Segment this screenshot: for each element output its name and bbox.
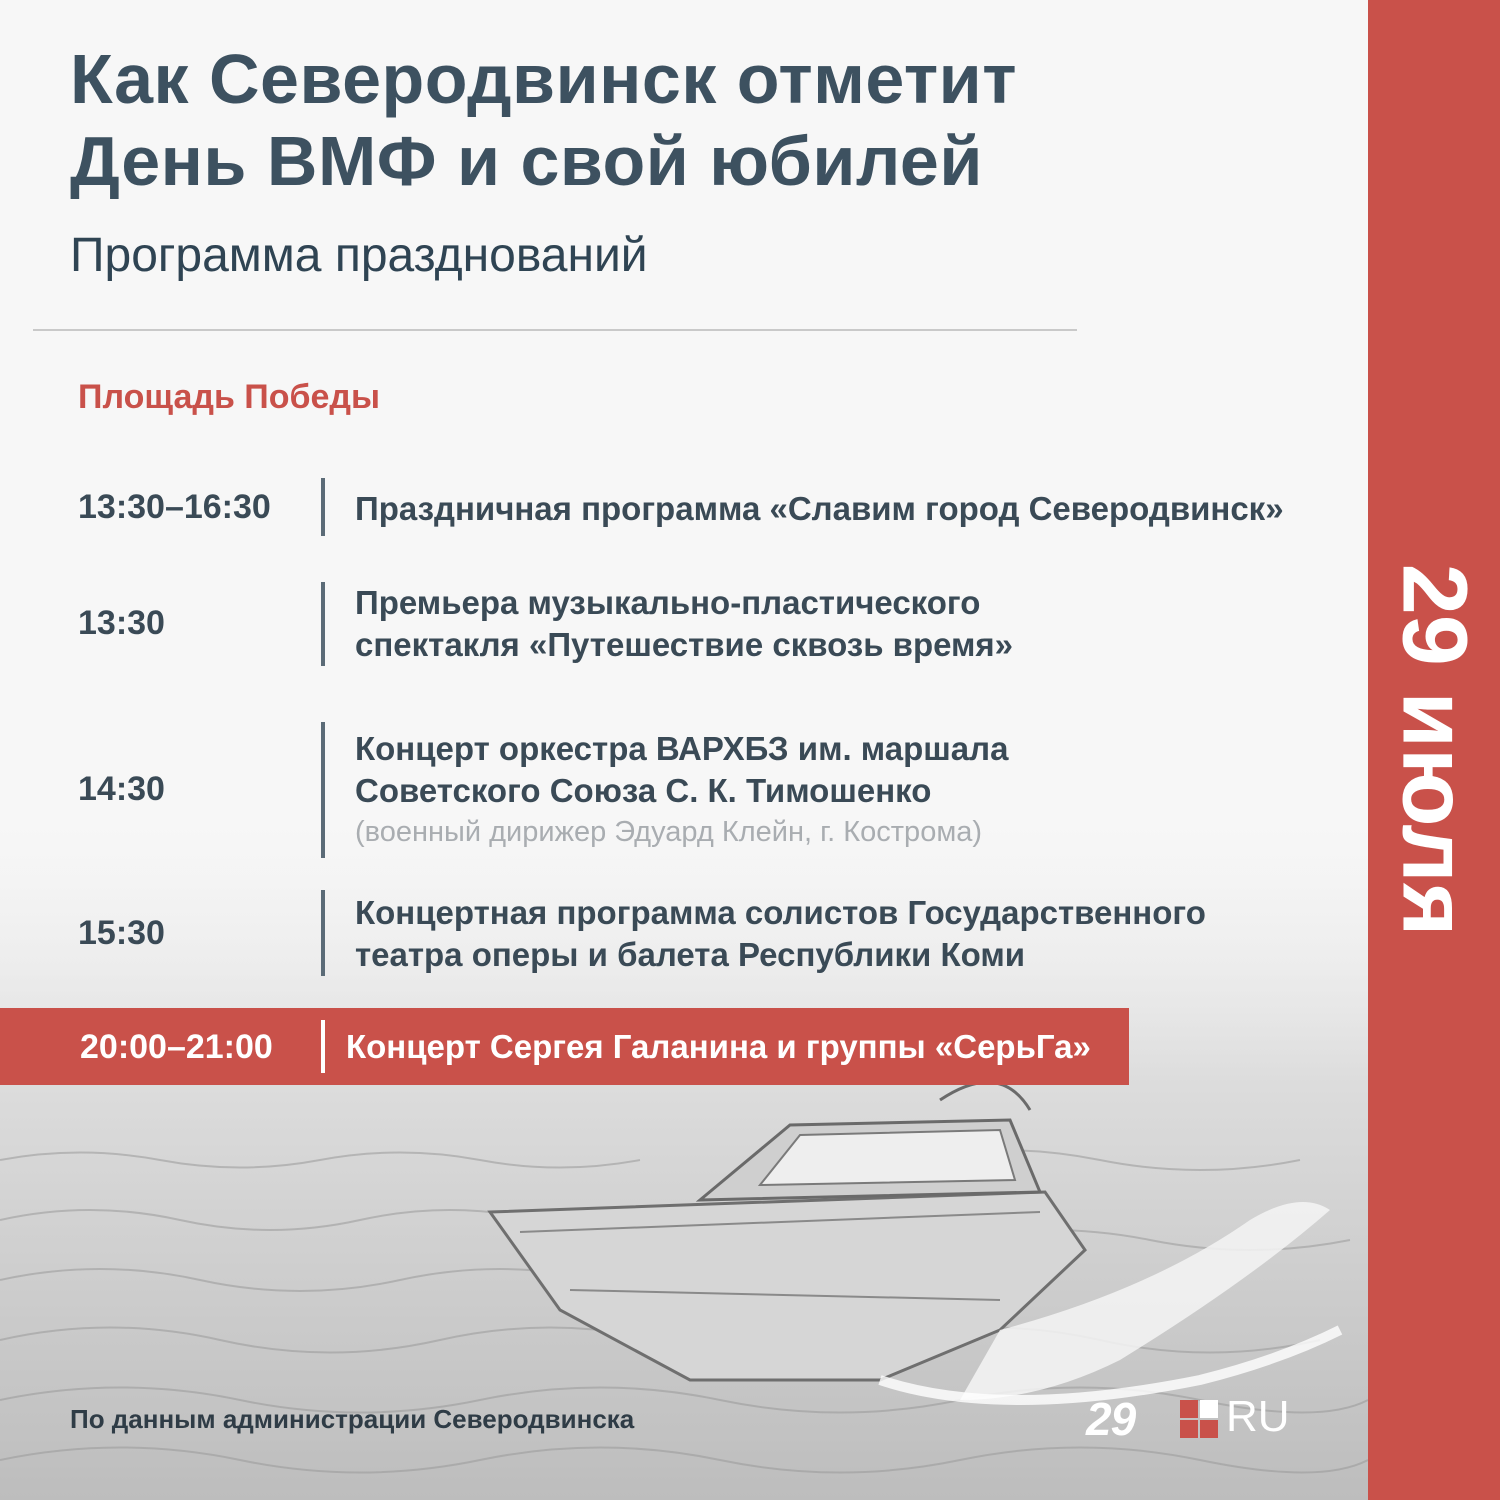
event-divider xyxy=(321,478,325,536)
page-title xyxy=(70,38,1270,202)
divider xyxy=(33,329,1077,331)
event-time: 13:30 xyxy=(78,604,165,642)
logo-suffix: RU xyxy=(1226,1392,1290,1441)
source-note: По данным администрации Северодвинска xyxy=(70,1404,635,1434)
event-description xyxy=(355,488,1335,530)
event-description xyxy=(355,892,1315,976)
site-logo xyxy=(1086,1392,1306,1445)
highlight-event xyxy=(0,1008,1129,1085)
event-item xyxy=(78,478,1338,538)
event-divider xyxy=(321,582,325,666)
event-title: Премьера музыкально-пластического спектакля «Путешествие сквозь время» xyxy=(355,584,1014,663)
highlight-event-time: 20:00–21:00 xyxy=(80,1028,273,1066)
event-title: Концертная программа солистов Государственного театра оперы и балета Республики Коми xyxy=(355,894,1206,973)
event-description xyxy=(355,728,1075,852)
event-item xyxy=(78,722,1338,858)
page-subtitle: Программа празднований xyxy=(70,229,648,282)
logo-square-icon xyxy=(1180,1420,1198,1438)
highlight-event-divider xyxy=(321,1020,325,1073)
date-strip xyxy=(1368,0,1500,1500)
event-divider xyxy=(321,722,325,858)
event-time: 15:30 xyxy=(78,914,165,952)
logo-square-icon xyxy=(1180,1400,1198,1418)
logo-square-icon xyxy=(1200,1400,1218,1418)
event-item xyxy=(78,582,1338,666)
event-title: Концерт оркестра ВАРХБЗ им. маршала Советского Союза С. К. Тимошенко xyxy=(355,730,1009,809)
title-line-1: Как Северодвинск отметит xyxy=(70,40,1017,118)
event-item xyxy=(78,890,1338,976)
event-note: (военный дирижер Эдуард Клейн, г. Кострома) xyxy=(355,816,983,848)
logo-square-icon xyxy=(1200,1420,1218,1438)
event-time: 14:30 xyxy=(78,770,165,808)
event-title: Праздничная программа «Славим город Северодвинск» xyxy=(355,490,1284,527)
section-title: Площадь Победы xyxy=(78,378,381,416)
date-label: 29 июля xyxy=(1383,563,1486,937)
event-description xyxy=(355,582,1075,666)
title-line-2: День ВМФ и свой юбилей xyxy=(70,122,983,200)
highlight-event-description: Концерт Сергея Галанина и группы «СерьГа» xyxy=(346,1028,1091,1065)
logo-number: 29 xyxy=(1086,1393,1136,1445)
event-time: 13:30–16:30 xyxy=(78,488,271,526)
event-divider xyxy=(321,890,325,976)
